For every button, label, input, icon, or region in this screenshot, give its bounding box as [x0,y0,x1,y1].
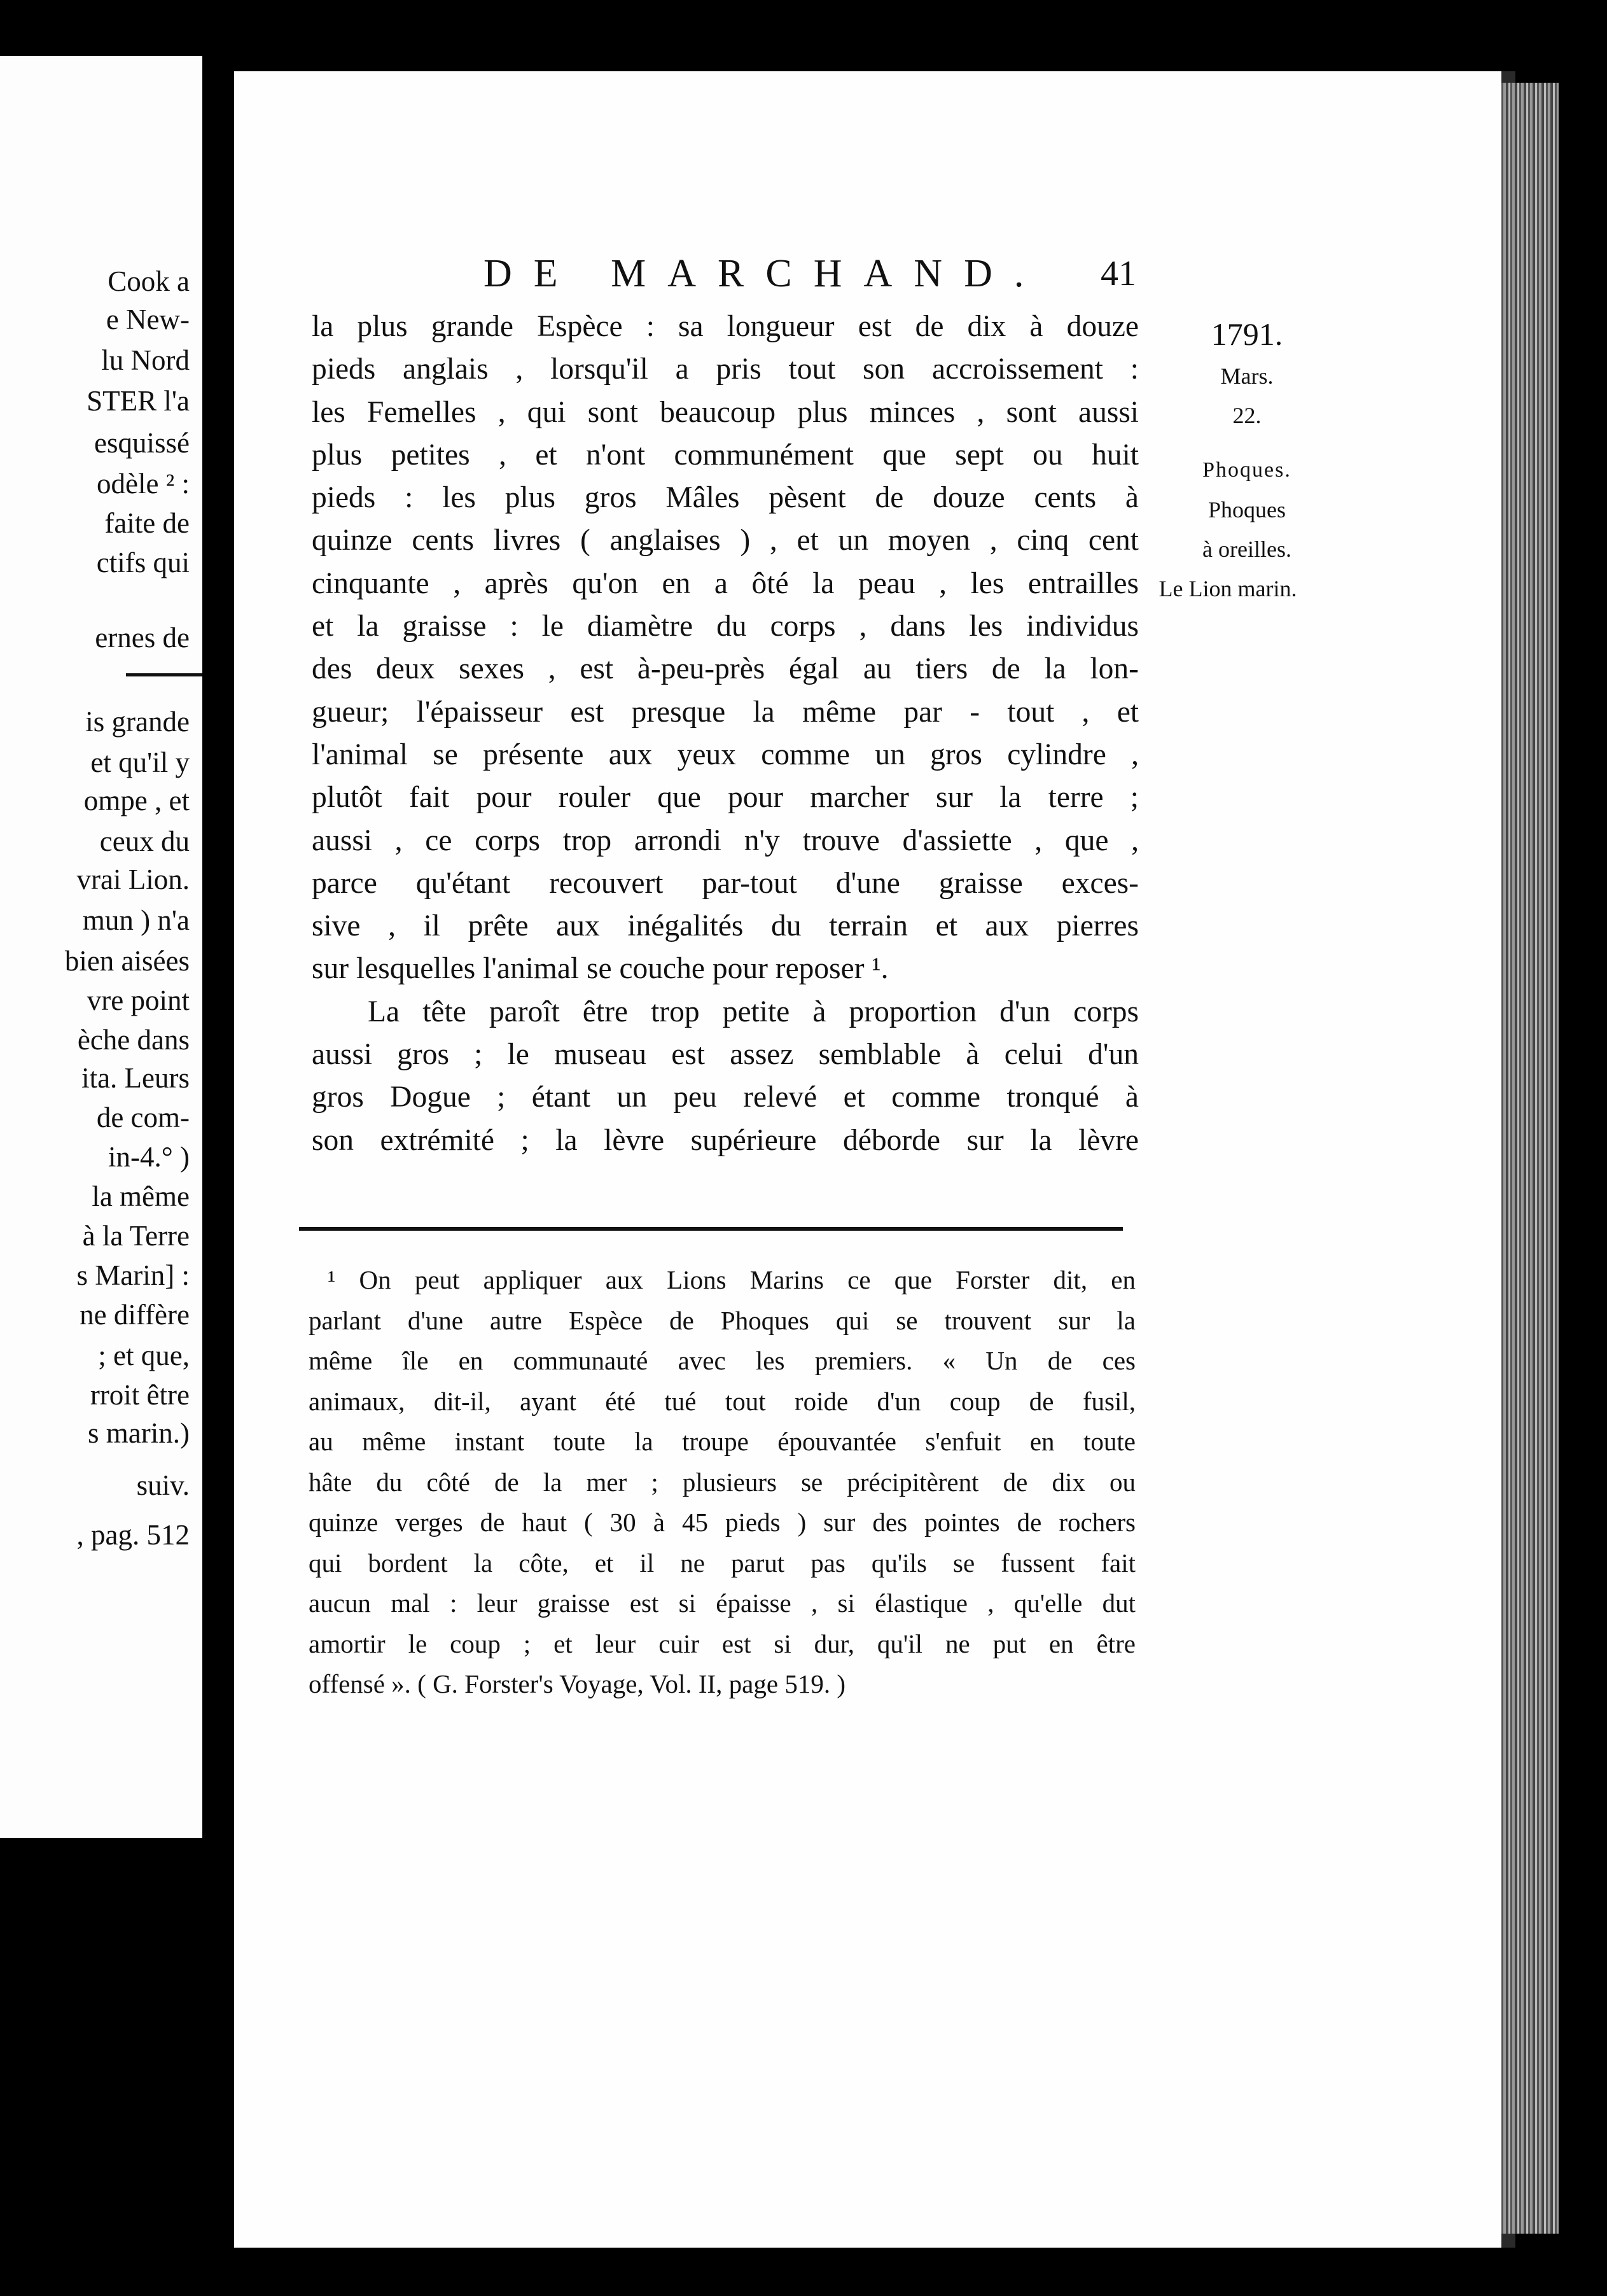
left-page-rule [126,673,202,676]
margin-subheading: Phoques [1207,497,1286,522]
footnote-line: quinze verges de haut ( 30 à 45 pieds ) sur des pointes de rochers [309,1508,1136,1537]
text-line: gueur; l'épaisseur est presque la même par - tout , et [312,695,1139,729]
left-page-fragment [0,56,202,1838]
left-page-line: ompe , et [83,785,190,816]
text-line: sive , il prête aux inégalités du terrain et aux pierres [312,909,1139,943]
left-page-line: la même [92,1180,190,1212]
left-page-line: ctifs qui [96,547,190,578]
text-line: les Femelles , qui sont beaucoup plus minces , sont aussi [312,395,1139,429]
margin-heading: Phoques. [1202,458,1291,482]
text-line: pieds : les plus gros Mâles pèsent de douze cents à [312,481,1139,515]
paragraph-2 [312,991,1139,1162]
text-line: plutôt fait pour rouler que pour marcher sur la terre ; [312,781,1139,815]
margin-month: Mars. [1220,363,1274,389]
left-page-line: mun ) n'a [82,904,190,936]
page-edge [1501,83,1559,2234]
left-page-line: de com- [96,1102,190,1133]
left-page-line: s Marin] : [76,1259,190,1291]
left-page-line: à la Terre [82,1220,190,1252]
text-line: quinze cents livres ( anglaises ) , et un moyen , cinq cent [312,524,1139,557]
left-page-line: ; et que, [98,1340,190,1371]
left-page-line: suiv. [136,1469,190,1501]
text-line: la plus grande Espèce : sa longueur est de dix à douze [312,310,1139,343]
footnote-rule [299,1227,1123,1231]
footnote-line: hâte du côté de la mer ; plusieurs se précipitèrent de dix ou [309,1467,1136,1497]
left-page-line: vre point [87,984,190,1016]
text-line: et la graisse : le diamètre du corps , dans les individus [312,610,1139,643]
footnote-line: animaux, dit-il, ayant été tué tout roide d'un coup de fusil, [309,1386,1136,1416]
text-line: des deux sexes , est à-peu-près égal au tiers de la lon- [312,652,1139,686]
footnote-line: au même instant toute la troupe épouvantée s'enfuit en toute [309,1427,1136,1456]
text-line: gros Dogue ; étant un peu relevé et comme tronqué à [312,1081,1139,1114]
left-page-line: s marin.) [88,1417,190,1449]
margin-day: 22. [1232,403,1262,428]
footnote-line: parlant d'une autre Espèce de Phoques qui se trouvent sur la [309,1305,1136,1335]
left-page-line: e New- [106,304,190,335]
left-page-line: et qu'il y [90,746,190,778]
left-page-line: STER l'a [87,385,190,417]
footnote-line: ¹ On peut appliquer aux Lions Marins ce que Forster dit, en [328,1265,1136,1294]
left-page-line: rroit être [90,1379,190,1411]
footnote-line: aucun mal : leur graisse est si épaisse , si élastique , qu'elle dut [309,1588,1136,1618]
left-page-line: ne diffère [80,1299,190,1331]
left-page-line: esquissé [94,427,190,459]
text-line: son extrémité ; la lèvre supérieure déborde sur la lèvre [312,1123,1139,1157]
margin-year: 1791. [1211,316,1283,352]
text-line: aussi gros ; le museau est assez semblable à celui d'un [312,1038,1139,1072]
text-line: aussi , ce corps trop arrondi n'y trouve d'assiette , que , [312,823,1139,857]
footnote-line: amortir le coup ; et leur cuir est si dur, qu'il ne put en être [309,1628,1136,1658]
left-page-line: ita. Leurs [81,1062,190,1094]
text-line: pieds anglais , lorsqu'il a pris tout son accroissement : [312,353,1139,386]
text-line: La tête paroît être trop petite à proportion d'un corps [368,995,1139,1028]
text-line: l'animal se présente aux yeux comme un gros cylindre , [312,738,1139,771]
text-line: cinquante , après qu'on en a ôté la peau , les entrailles [312,566,1139,600]
left-page-line: , pag. 512 [76,1519,190,1551]
left-page-line: faite de [104,507,190,539]
text-line: plus petites , et n'ont communément que sept ou huit [312,438,1139,472]
left-page-line: is grande [85,706,190,738]
footnote [309,1260,1136,1705]
footnote-line: offensé ». ( G. Forster's Voyage, Vol. II, page 519. ) [309,1669,845,1698]
margin-notes [1151,312,1342,608]
footnote-line: qui bordent la côte, et il ne parut pas qu'ils se fussent fait [309,1548,1136,1578]
footnote-line: même île en communauté avec les premiers. « Un de ces [309,1346,1136,1375]
left-page-line: Cook a [108,265,190,297]
left-page-line: ceux du [99,825,190,857]
running-title: DE MARCHAND. [483,252,1046,295]
left-page-line: èche dans [77,1024,190,1056]
text-line: parce qu'étant recouvert par-tout d'une graisse exces- [312,866,1139,900]
left-page-line: lu Nord [101,344,190,376]
left-page-line: in-4.° ) [108,1141,190,1173]
left-page-line: ernes de [95,622,190,654]
left-page-line: odèle ² : [97,468,190,500]
margin-subheading: à oreilles. [1202,536,1291,562]
left-page-line: bien aisées [64,945,190,977]
main-text [312,305,1139,1162]
text-line: sur lesquelles l'animal se couche pour reposer ¹. [312,952,889,986]
margin-subheading: Le Lion marin. [1158,576,1297,601]
page-number: 41 [1101,254,1136,293]
left-page-line: vrai Lion. [76,864,190,895]
paragraph-1 [312,305,1139,991]
